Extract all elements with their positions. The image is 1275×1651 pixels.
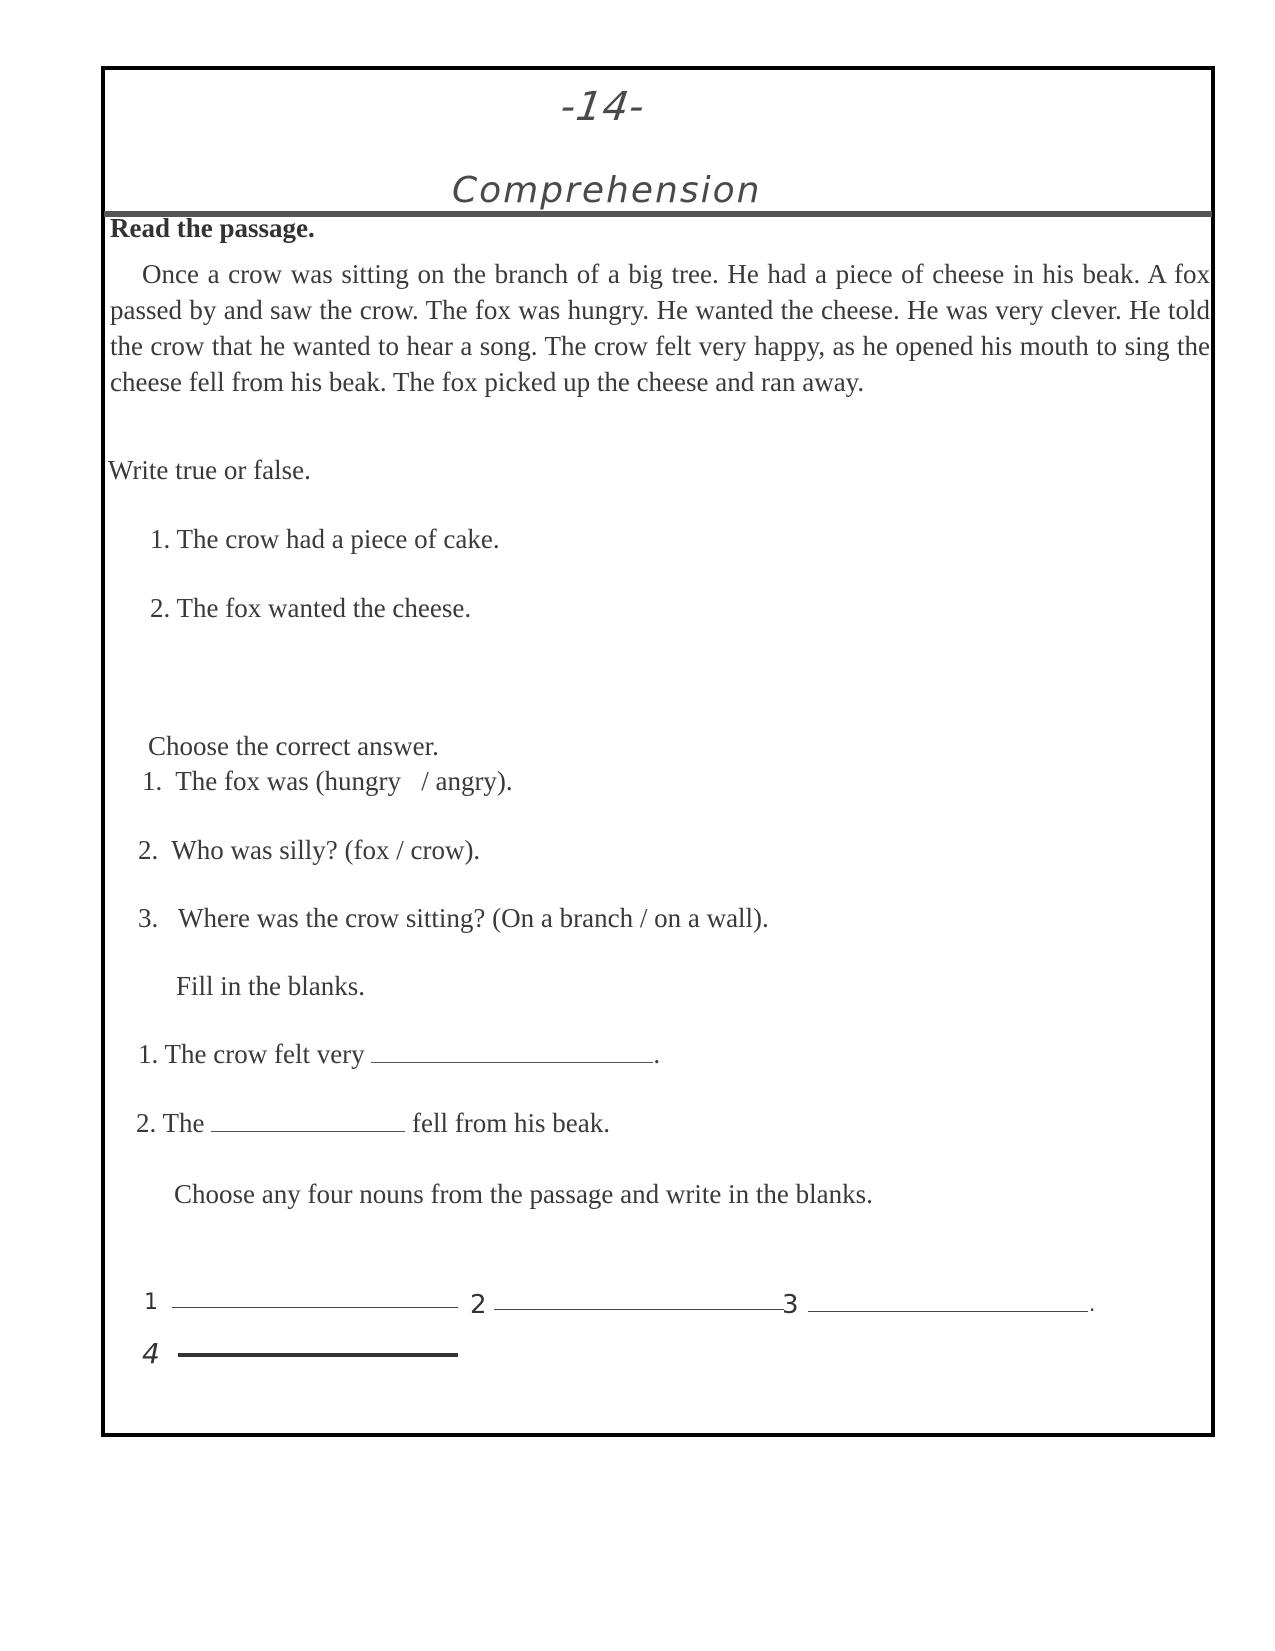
item-number: 1.	[138, 1039, 159, 1069]
item-number: 2.	[136, 1108, 157, 1138]
item-text: The crow had a piece of cake.	[176, 524, 500, 554]
item-number: 1.	[142, 766, 163, 796]
noun-blank[interactable]	[178, 1353, 458, 1357]
item-text: The crow felt very	[164, 1039, 365, 1069]
item-end: .	[653, 1039, 661, 1069]
noun-number: 2	[470, 1290, 487, 1320]
answer-blank[interactable]	[371, 1036, 653, 1063]
noun-blank[interactable]	[494, 1309, 784, 1310]
noun-number: 4	[142, 1337, 160, 1370]
item-number: 2.	[138, 835, 159, 865]
item-text: fell from his beak.	[412, 1108, 610, 1138]
true-false-instruction: Write true or false.	[108, 455, 311, 485]
noun-blank[interactable]	[808, 1311, 1088, 1312]
passage-heading: Read the passage.	[110, 213, 315, 243]
choose-instruction: Choose the correct answer.	[148, 731, 439, 761]
item-text: The fox was (hungry / angry).	[175, 766, 513, 796]
item-text: The	[162, 1108, 205, 1138]
page-number: -14-	[557, 84, 648, 130]
item-number: 3.	[138, 903, 159, 933]
item-number: 2.	[150, 593, 171, 623]
choose-item	[142, 763, 513, 799]
choose-item	[138, 832, 480, 868]
fill-instruction: Fill in the blanks.	[176, 971, 365, 1001]
true-false-item	[150, 521, 500, 557]
noun-blank[interactable]	[172, 1307, 458, 1308]
choose-item	[138, 900, 769, 936]
true-false-item	[150, 590, 471, 626]
nouns-instruction: Choose any four nouns from the passage and write in the blanks.	[174, 1179, 873, 1209]
fill-item	[136, 1105, 610, 1141]
worksheet-title: Comprehension	[452, 170, 762, 211]
noun-number: 1	[144, 1290, 158, 1315]
item-text: Who was silly? (fox / crow).	[171, 835, 481, 865]
item-number: 1.	[150, 524, 171, 554]
item-text: Where was the crow sitting? (On a branch / on a wall).	[178, 903, 769, 933]
noun-end-period: .	[1089, 1292, 1096, 1316]
fill-item	[138, 1036, 660, 1072]
noun-number: 3	[782, 1290, 799, 1320]
answer-blank[interactable]	[211, 1105, 405, 1132]
item-text: The fox wanted the cheese.	[176, 593, 472, 623]
passage-text: Once a crow was sitting on the branch of a big tree. He had a piece of cheese in his beak. A fox passed by and saw the crow. The fox was hungry. He wanted the cheese. He was very clever. He told the crow that he wanted to hear a song. The crow felt very happy, as he opened his mouth to sing the cheese fell from his beak. The fox picked up the cheese and ran away.	[110, 259, 1210, 397]
